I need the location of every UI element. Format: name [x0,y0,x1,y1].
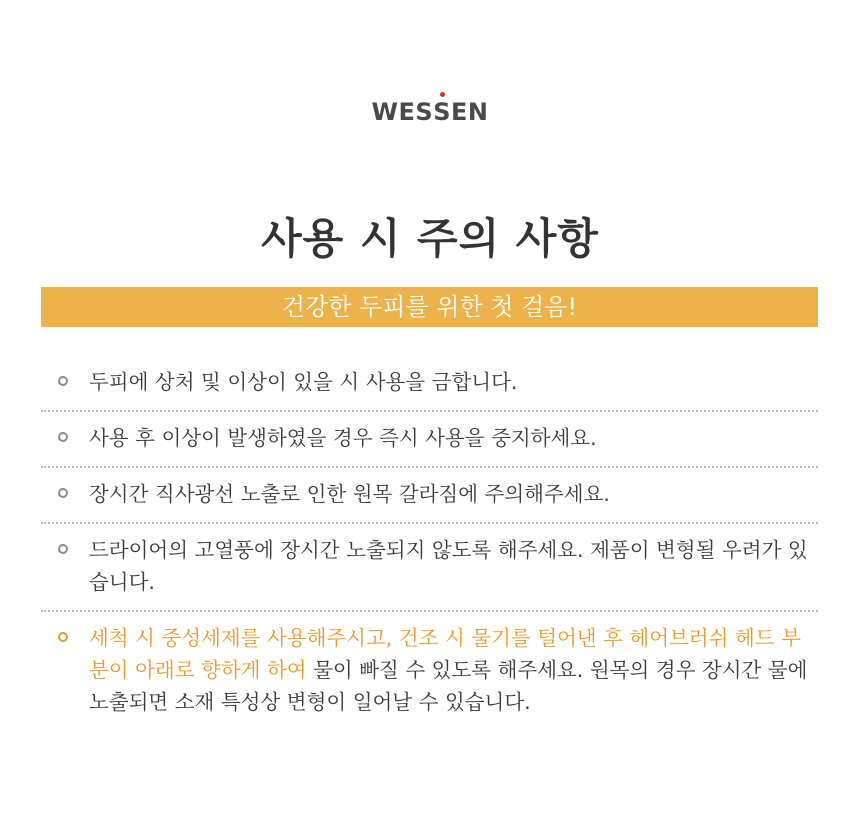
list-item [41,612,818,730]
bullet-icon [58,544,68,554]
subtitle-banner: 건강한 두피를 위한 첫 걸음! [41,287,818,327]
bullet-icon [58,432,68,442]
item-text: 장시간 직사광선 노출로 인한 원목 갈라짐에 주의해주세요. [89,482,610,506]
item-text: 두피에 상처 및 이상이 있을 시 사용을 금합니다. [89,370,518,394]
item-text: 사용 후 이상이 발생하였을 경우 즉시 사용을 중지하세요. [89,426,597,450]
item-highlight-text: 세척 시 중성세제를 사용해주시고, 건조 시 물기를 털어낸 후 헤어브러쉬 헤드 부분이 아래로 향하게 하여 [89,626,801,682]
logo-text-end: EN [450,98,489,126]
list-item [41,356,818,412]
item-text: 드라이어의 고열풍에 장시간 노출되지 않도록 해주세요. 제품이 변형될 우려가 있습니다. [89,538,808,594]
list-item [41,468,818,524]
bullet-icon [58,488,68,498]
caution-list [41,356,818,730]
list-item [41,524,818,612]
bullet-icon [58,376,68,386]
logo-text-start: WES [371,98,434,126]
bullet-icon [58,632,68,642]
item-text: 물이 빠질 수 있도록 해주세요. 원목의 경우 장시간 물에 노출되면 소재 특성상 변형이 일어날 수 있습니다. [89,658,808,714]
logo-s-letter: S [433,98,451,126]
list-item [41,412,818,468]
brand-logo [0,98,860,126]
page-title: 사용 시 주의 사항 [261,214,599,263]
